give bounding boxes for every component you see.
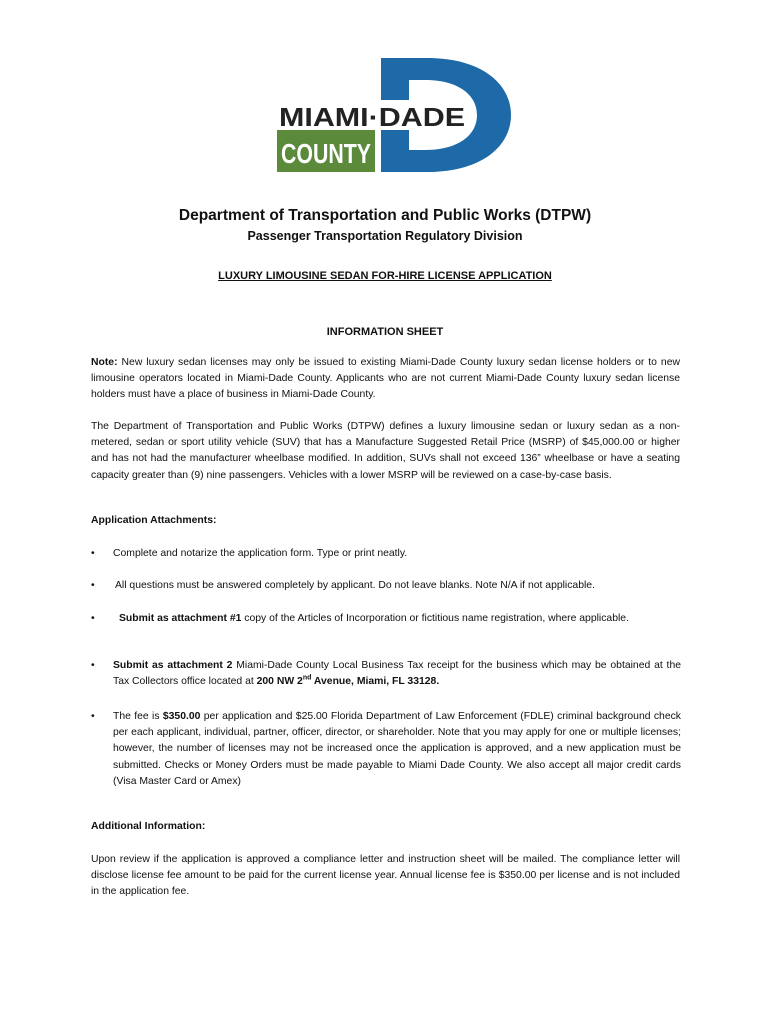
attachments-label: Application Attachments: xyxy=(91,515,217,526)
logo-line1: MIAMI·DADE xyxy=(279,102,465,132)
bullet-icon: • xyxy=(91,613,95,624)
additional-information-label: Additional Information: xyxy=(91,821,206,832)
fee-text-b: per application and $25.00 Florida Department of Law Enforcement (FDLE) criminal background check per each applicant, individual, partner, officer, director, or shareholder. Note that you may apply for one or multiple licenses; however, the number of licenses may not be increased once the application is approved, and a new application must be submitted. Checks or Money Orders must be made payable to Miami Dade County. We also accept all major credit cards (Visa Master Card or Amex) xyxy=(113,711,681,787)
attachment-item-rest: Miami-Dade County Local Business Tax receipt for the business which may be obtained at the Tax Collectors office located at xyxy=(113,660,682,688)
logo-line2: COUNTY xyxy=(281,138,372,169)
attachment-number-label: Submit as attachment 2 xyxy=(113,660,233,671)
definition-paragraph: The Department of Transportation and Public Works (DTPW) defines a luxury limousine sedan or luxury sedan as a non-metered, sedan or sport utility vehicle (SUV) that has a Manufacture Suggested Retail Price (MSRP) of $45,000.00 or higher and has not had the manufacturer wheelbase modified. In addition, SUVs shall not exceed 136” wheelbase or have a seating capacity greater than (9) nine passengers. Vehicles with a lower MSRP will be reviewed on a case-by-case basis. xyxy=(91,421,680,481)
bullet-icon: • xyxy=(91,580,95,591)
additional-information-paragraph: Upon review if the application is approved a compliance letter and instruction sheet will be mailed. The compliance letter will disclose license fee amount to be paid for the current license year. Annual license fee is $350.00 per license and is not included in the application fee. xyxy=(91,854,680,898)
bullet-icon: • xyxy=(91,548,95,559)
note-label: Note: xyxy=(91,357,118,368)
note-paragraph xyxy=(91,355,680,404)
attachment-item-text xyxy=(119,611,681,627)
address-ordinal: nd xyxy=(302,674,312,682)
division-title: Passenger Transportation Regulatory Division xyxy=(247,229,523,243)
miami-dade-county-logo xyxy=(277,58,513,172)
note-text: New luxury sedan licenses may only be issued to existing Miami-Dade County luxury sedan license holders or to new limousine operators located in Miami-Dade County. Applicants who are not current Miami-Dade County luxury sedan license holders must have a place of business in Miami-Dade County. xyxy=(91,357,680,401)
bullet-icon: • xyxy=(91,660,95,671)
tax-collector-address xyxy=(257,676,440,687)
attachment-item-text xyxy=(113,658,681,690)
attachment-item-text xyxy=(113,709,681,790)
address-part-b: Avenue, Miami, FL 33128. xyxy=(311,676,440,688)
form-title: LUXURY LIMOUSINE SEDAN FOR-HIRE LICENSE APPLICATION xyxy=(218,270,552,282)
fee-text-a: The fee is xyxy=(113,711,163,722)
attachment-item-text: All questions must be answered completely by applicant. Do not leave blanks. Note N/A if not applicable. xyxy=(115,580,595,591)
department-title: Department of Transportation and Public Works (DTPW) xyxy=(178,207,592,224)
bullet-icon: • xyxy=(91,711,95,722)
attachment-item-rest: copy of the Articles of Incorporation or fictitious name registration, where applicable. xyxy=(241,613,629,624)
fee-amount: $350.00 xyxy=(162,711,201,722)
information-sheet-title: INFORMATION SHEET xyxy=(326,326,444,338)
attachment-number-label: Submit as attachment #1 xyxy=(119,613,242,624)
logo-graphic xyxy=(277,58,513,172)
address-part-a: 200 NW 2 xyxy=(256,676,303,688)
attachment-item-text: Complete and notarize the application form. Type or print neatly. xyxy=(113,548,408,559)
